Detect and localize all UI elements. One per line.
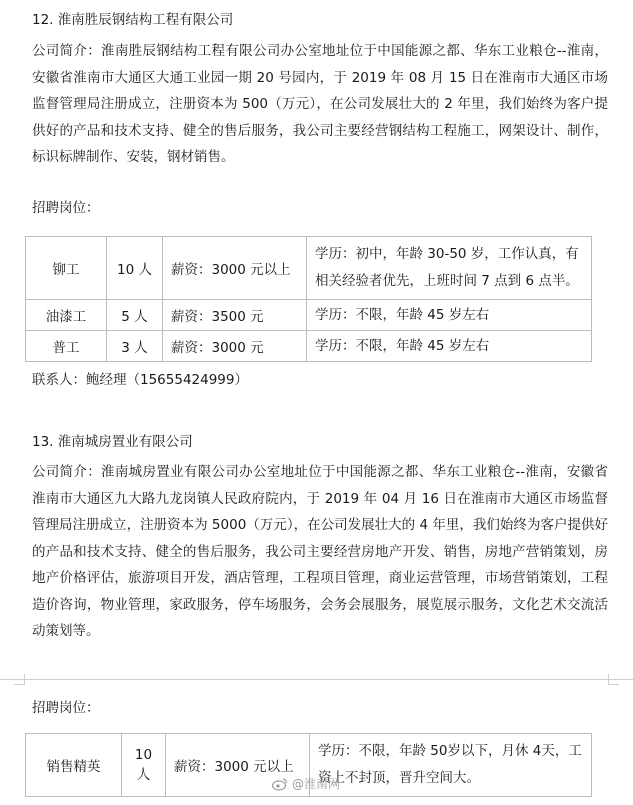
job-pay: 薪资：3000 元以上: [166, 734, 310, 797]
company-intro: 公司简介：淮南胜辰钢结构工程有限公司办公室地址位于中国能源之都、华东工业粮仓--淮南，安徽省淮南市大通区大通工业园一期 20 号园内，于 2019 年 08 月 15 日在淮南市大通区市场监督管理局注册成立，注册资本为 500（万元），在公司发展壮大的 2 年里，我们始终为客户提供好的产品和技术支持、健全的售后服务，我公司主要经营钢结构工程施工，网架设计、制作，标识标牌制作、安装，钢材销售。: [32, 43, 608, 165]
company-heading: 13. 淮南城房置业有限公司: [32, 434, 193, 450]
job-count: 10 人: [122, 734, 166, 797]
job-count: 10 人: [107, 237, 163, 300]
job-pay: 薪资：3500 元: [163, 300, 307, 331]
job-requirement: 学历：不限，年龄 45 岁左右: [307, 331, 592, 362]
jobs-label: 招聘岗位：: [32, 200, 100, 216]
job-requirement: 学历：初中，年龄 30-50 岁，工作认真，有相关经验者优先，上班时间 7 点到 6 点半。: [307, 237, 592, 300]
page-corner-mark: [14, 674, 25, 685]
job-pay: 薪资：3000 元以上: [163, 237, 307, 300]
job-pay: 薪资：3000 元: [163, 331, 307, 362]
table-row: [26, 331, 592, 362]
weibo-icon: [272, 777, 288, 791]
table-row: [26, 300, 592, 331]
job-requirement: 学历：不限，年龄 50岁以下，月休 4天，工资上不封顶，晋升空间大。: [310, 734, 592, 797]
job-post: 铆工: [26, 237, 107, 300]
job-post: 销售精英: [26, 734, 122, 797]
table-row: [26, 237, 592, 300]
company-heading: 12. 淮南胜辰钢结构工程有限公司: [32, 12, 234, 28]
job-post: 普工: [26, 331, 107, 362]
job-requirement: 学历：不限，年龄 45 岁左右: [307, 300, 592, 331]
company-intro: 公司简介：淮南城房置业有限公司办公室地址位于中国能源之都、华东工业粮仓--淮南，安徽省淮南市大通区九大路九龙岗镇人民政府院内，于 2019 年 04 月 16 日在淮南市大通区市场监督管理局注册成立，注册资本为 5000（万元），在公司发展壮大的 4 年里，我们始终为客户提供好的产品和技术支持、健全的售后服务，我公司主要经营房地产开发、销售，房地产营销策划，房地产价格评估，旅游项目开发，酒店管理，工程项目管理，商业运营管理，市场营销策划，工程造价咨询，物业管理，家政服务，停车场服务，会务会展服务，展览展示服务，文化艺术交流活动策划等。: [32, 464, 608, 639]
jobs-label: 招聘岗位：: [32, 700, 100, 716]
watermark: [272, 775, 340, 792]
jobs-table: [25, 236, 592, 362]
job-count: 5 人: [107, 300, 163, 331]
watermark-text: @淮南网: [292, 777, 341, 791]
job-post: 油漆工: [26, 300, 107, 331]
page-break: [0, 674, 633, 686]
page-break-line: [0, 679, 633, 680]
job-count: 3 人: [107, 331, 163, 362]
contact-line: 联系人：鲍经理（15655424999）: [32, 372, 248, 388]
page-corner-mark: [608, 674, 619, 685]
